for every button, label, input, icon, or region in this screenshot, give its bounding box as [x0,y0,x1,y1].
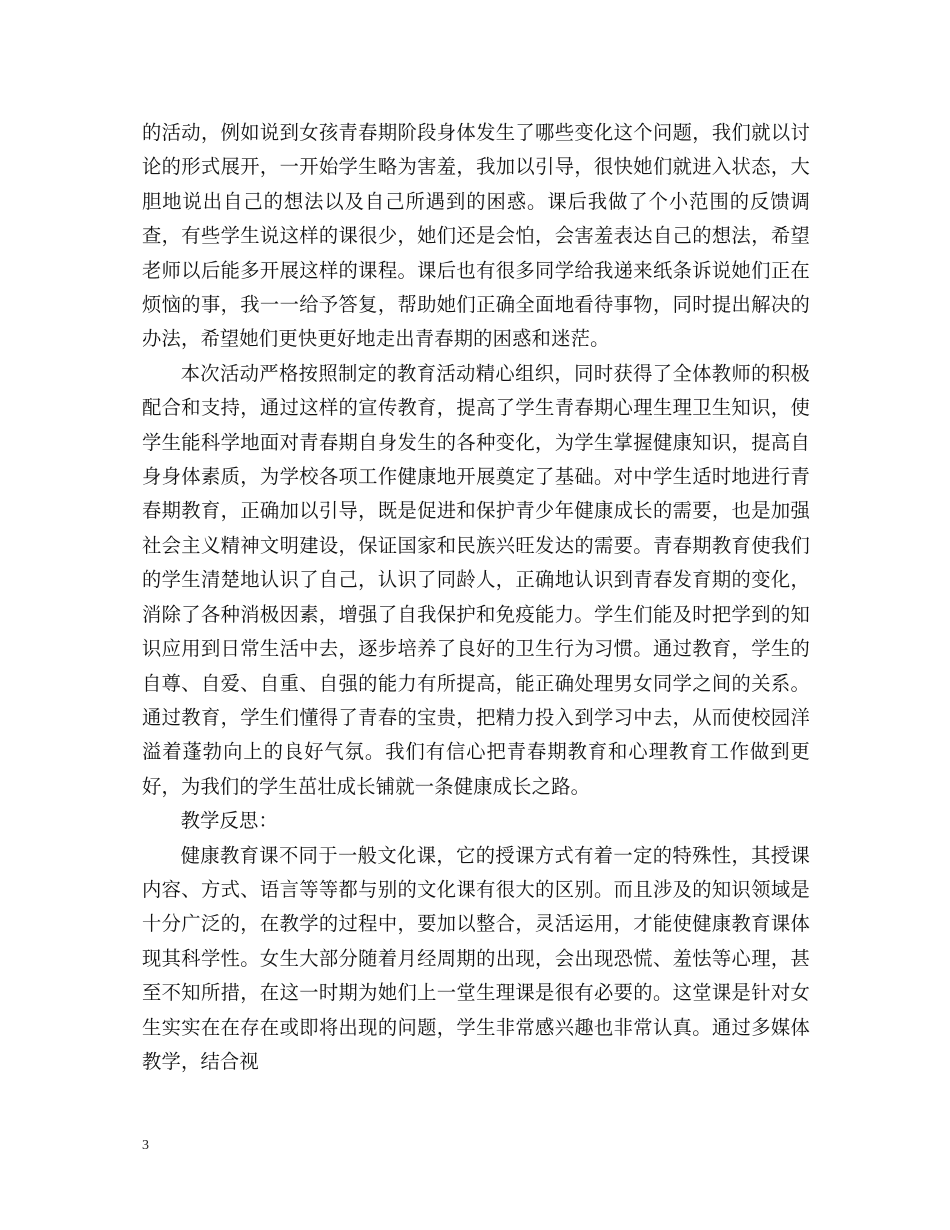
paragraph-activity-summary: 本次活动严格按照制定的教育活动精心组织，同时获得了全体教师的积极配合和支持，通过这样的宣传教育，提高了学生青春期心理生理卫生知识，使学生能科学地面对青春期自身发生的各种变化，为学生掌握健康知识，提高自身身体素质，为学校各项工作健康地开展奠定了基础。对中学生适时地进行青春期教育，正确加以引导，既是促进和保护青少年健康成长的需要，也是加强社会主义精神文明建设，保证国家和民族兴旺发达的需要。青春期教育使我们的学生清楚地认识了自己，认识了同龄人，正确地认识到青春发育期的变化，消除了各种消极因素，增强了自我保护和免疫能力。学生们能及时把学到的知识应用到日常生活中去，逐步培养了良好的卫生行为习惯。通过教育，学生的自尊、自爱、自重、自强的能力有所提高，能正确处理男女同学之间的关系。通过教育，学生们懂得了青春的宝贵，把精力投入到学习中去，从而使校园洋溢着蓬勃向上的良好气氛。我们有信心把青春期教育和心理教育工作做到更好，为我们的学生茁壮成长铺就一条健康成长之路。 [142,361,810,798]
body-text [142,116,810,1079]
page-number: 3 [142,1138,149,1153]
section-heading-teaching-reflection: 教学反思： [180,809,278,833]
paragraph-activity-feedback: 的活动，例如说到女孩青春期阶段身体发生了哪些变化这个问题，我们就以讨论的形式展开，一开始学生略为害羞，我加以引导，很快她们就进入状态，大胆地说出自己的想法以及自己所遇到的困惑。课后我做了个小范围的反馈调查，有些学生说这样的课很少，她们还是会怕，会害羞表达自己的想法，希望老师以后能多开展这样的课程。课后也有很多同学给我递来纸条诉说她们正在烦恼的事，我一一给予答复，帮助她们正确全面地看待事物，同时提出解决的办法，希望她们更快更好地走出青春期的困惑和迷茫。 [142,121,810,351]
paragraph-teaching-reflection: 健康教育课不同于一般文化课，它的授课方式有着一定的特殊性，其授课内容、方式、语言等等都与别的文化课有很大的区别。而且涉及的知识领域是十分广泛的，在教学的过程中，要加以整合，灵活运用，才能使健康教育课体现其科学性。女生大部分随着月经周期的出现，会出现恐慌、羞怯等心理，甚至不知所措，在这一时期为她们上一堂生理课是很有必要的。这堂课是针对女生实实在在存在或即将出现的问题，学生非常感兴趣也非常认真。通过多媒体教学，结合视 [142,843,810,1073]
